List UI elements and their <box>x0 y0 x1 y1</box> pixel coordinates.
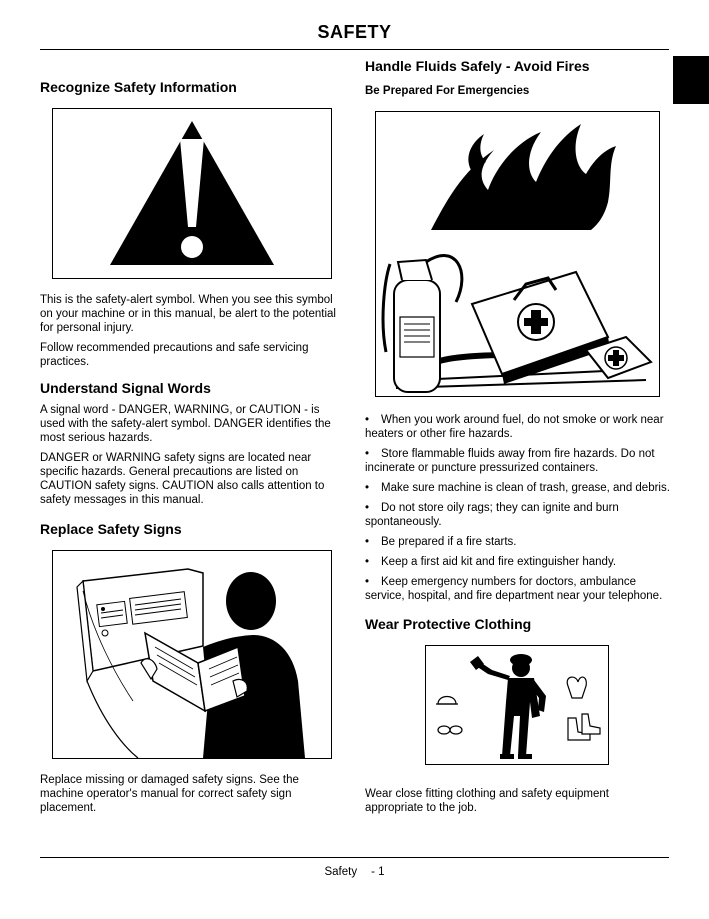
fire-extinguisher-first-aid-kit-icon <box>376 112 659 396</box>
section-heading-protective-clothing: Wear Protective Clothing <box>365 616 532 632</box>
recognize-paragraph-2: Follow recommended precautions and safe servicing practices. <box>40 342 309 368</box>
page-footer <box>0 866 709 878</box>
header-rule <box>40 49 669 50</box>
section-heading-handle-fluids: Handle Fluids Safely - Avoid Fires <box>365 58 590 74</box>
protective-clothing-worker-icon <box>426 646 608 764</box>
subheading-emergencies: Be Prepared For Emergencies <box>365 85 530 97</box>
list-item: • Make sure machine is clean of trash, grease, and debris. <box>365 482 670 494</box>
signal-words-paragraph-1: A signal word - DANGER, WARNING, or CAUTION - is used with the safety-alert symbol. DANGER identifies the most serious hazards. <box>40 404 331 444</box>
section-tab-marker <box>673 56 709 104</box>
bullet-icon: • <box>365 414 370 426</box>
fire-emergency-figure <box>375 111 660 397</box>
bullet-icon: • <box>365 448 370 460</box>
bullet-icon: • <box>365 482 370 494</box>
footer-rule <box>40 857 669 858</box>
section-heading-signal-words: Understand Signal Words <box>40 380 211 396</box>
footer-page-number: - 1 <box>371 866 385 878</box>
bullet-icon: • <box>365 576 370 588</box>
section-heading-recognize-safety: Recognize Safety Information <box>40 79 237 95</box>
list-item: • When you work around fuel, do not smoke or work near heaters or other fire hazards. <box>365 414 664 440</box>
protective-clothing-paragraph: Wear close fitting clothing and safety equipment appropriate to the job. <box>365 788 609 814</box>
person-reading-safety-sign-icon <box>53 551 331 758</box>
right-column <box>365 57 670 815</box>
list-item: • Keep a first aid kit and fire extinguisher handy. <box>365 556 617 568</box>
safety-alert-figure <box>52 108 332 279</box>
list-item: • Store flammable fluids away from fire hazards. Do not incinerate or puncture pressurized containers. <box>365 448 655 474</box>
bullet-icon: • <box>365 502 370 514</box>
replace-signs-paragraph: Replace missing or damaged safety signs. See the machine operator's manual for correct safety sign placement. <box>40 774 299 814</box>
left-column <box>40 78 340 815</box>
fire-safety-bullet-list <box>365 413 670 603</box>
list-item: • Do not store oily rags; they can ignite and burn spontaneously. <box>365 502 619 528</box>
list-item: • Keep emergency numbers for doctors, ambulance service, hospital, and fire department near your telephone. <box>365 576 663 602</box>
replace-signs-figure <box>52 550 332 759</box>
section-heading-replace-signs: Replace Safety Signs <box>40 521 182 537</box>
bullet-icon: • <box>365 536 370 548</box>
safety-alert-triangle-icon <box>53 109 331 278</box>
list-item: • Be prepared if a fire starts. <box>365 536 517 548</box>
page-title: SAFETY <box>317 22 392 42</box>
signal-words-paragraph-2: DANGER or WARNING safety signs are located near specific hazards. General precautions are listed on CAUTION safety signs. CAUTION also calls attention to safety messages in this manual. <box>40 452 325 506</box>
footer-section-name: Safety <box>324 866 358 878</box>
recognize-paragraph-1: This is the safety-alert symbol. When you see this symbol on your machine or in this manual, be alert to the potential for personal injury. <box>40 294 336 334</box>
protective-clothing-figure <box>425 645 609 765</box>
bullet-icon: • <box>365 556 370 568</box>
